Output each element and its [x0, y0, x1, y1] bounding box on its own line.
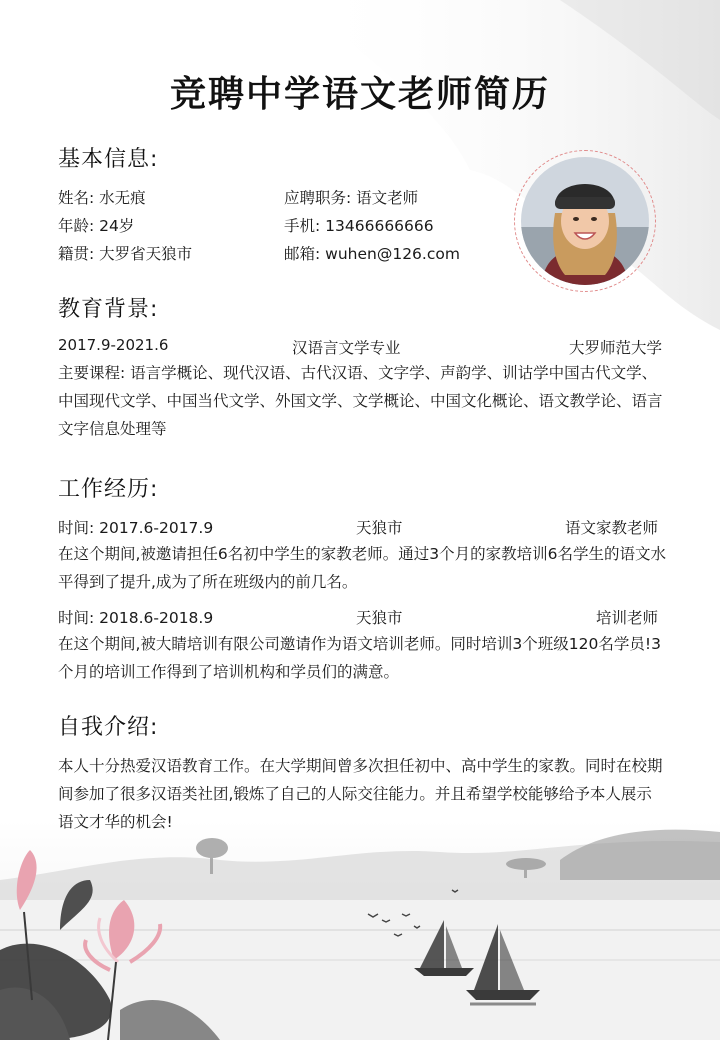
page-title: 竞聘中学语文老师简历 — [169, 74, 550, 115]
education-major: 汉语言文学专业 — [292, 339, 401, 357]
education-courses: 主要课程: 语言学概论、现代汉语、古代汉语、文字学、声韵学、训诂学中国古代文学、中国现代文学、中国当代文学、外国文学、文学概论、中国文化概论、语文教学论、语言文字信息处理等 — [58, 364, 663, 438]
job-2-place: 天狼市 — [356, 609, 403, 627]
avatar — [521, 157, 649, 285]
position-field: 应聘职务: 语文老师 — [284, 189, 419, 207]
job-2-description: 在这个期间,被大睛培训有限公司邀请作为语文培训老师。同时培训3个班级120名学员!3个月的培训工作得到了培训机构和学员们的满意。 — [58, 635, 661, 681]
work-heading: 工作经历: — [58, 477, 159, 502]
age-field: 年龄: 24岁 — [58, 217, 135, 235]
job-1-description: 在这个期间,被邀请担任6名初中学生的家教老师。通过3个月的家教培训6名学生的语文水平得到了提升,成为了所在班级内的前几名。 — [58, 545, 667, 591]
email-field: 邮箱: wuhen@126.com — [284, 245, 460, 263]
basic-info-heading: 基本信息: — [58, 147, 159, 172]
name-field: 姓名: 水无痕 — [58, 189, 146, 207]
intro-heading: 自我介绍: — [58, 715, 159, 740]
job-2-time: 时间: 2018.6-2018.9 — [58, 609, 214, 627]
education-heading: 教育背景: — [58, 297, 159, 322]
job-2-role: 培训老师 — [595, 609, 658, 627]
origin-field: 籍贯: 大罗省天狼市 — [58, 245, 193, 263]
avatar-portrait-icon — [521, 157, 649, 285]
job-1-role: 语文家教老师 — [564, 519, 658, 537]
job-1-place: 天狼市 — [356, 519, 403, 537]
education-period: 2017.9-2021.6 — [58, 336, 169, 354]
education-school: 大罗师范大学 — [568, 339, 662, 357]
intro-text: 本人十分热爱汉语教育工作。在大学期间曾多次担任初中、高中学生的家教。同时在校期间参加了很多汉语类社团,锻炼了自己的人际交往能力。并且希望学校能够给予本人展示语文才华的机会! — [58, 757, 663, 831]
phone-field: 手机: 13466666666 — [284, 217, 434, 235]
job-1-time: 时间: 2017.6-2017.9 — [58, 519, 214, 537]
